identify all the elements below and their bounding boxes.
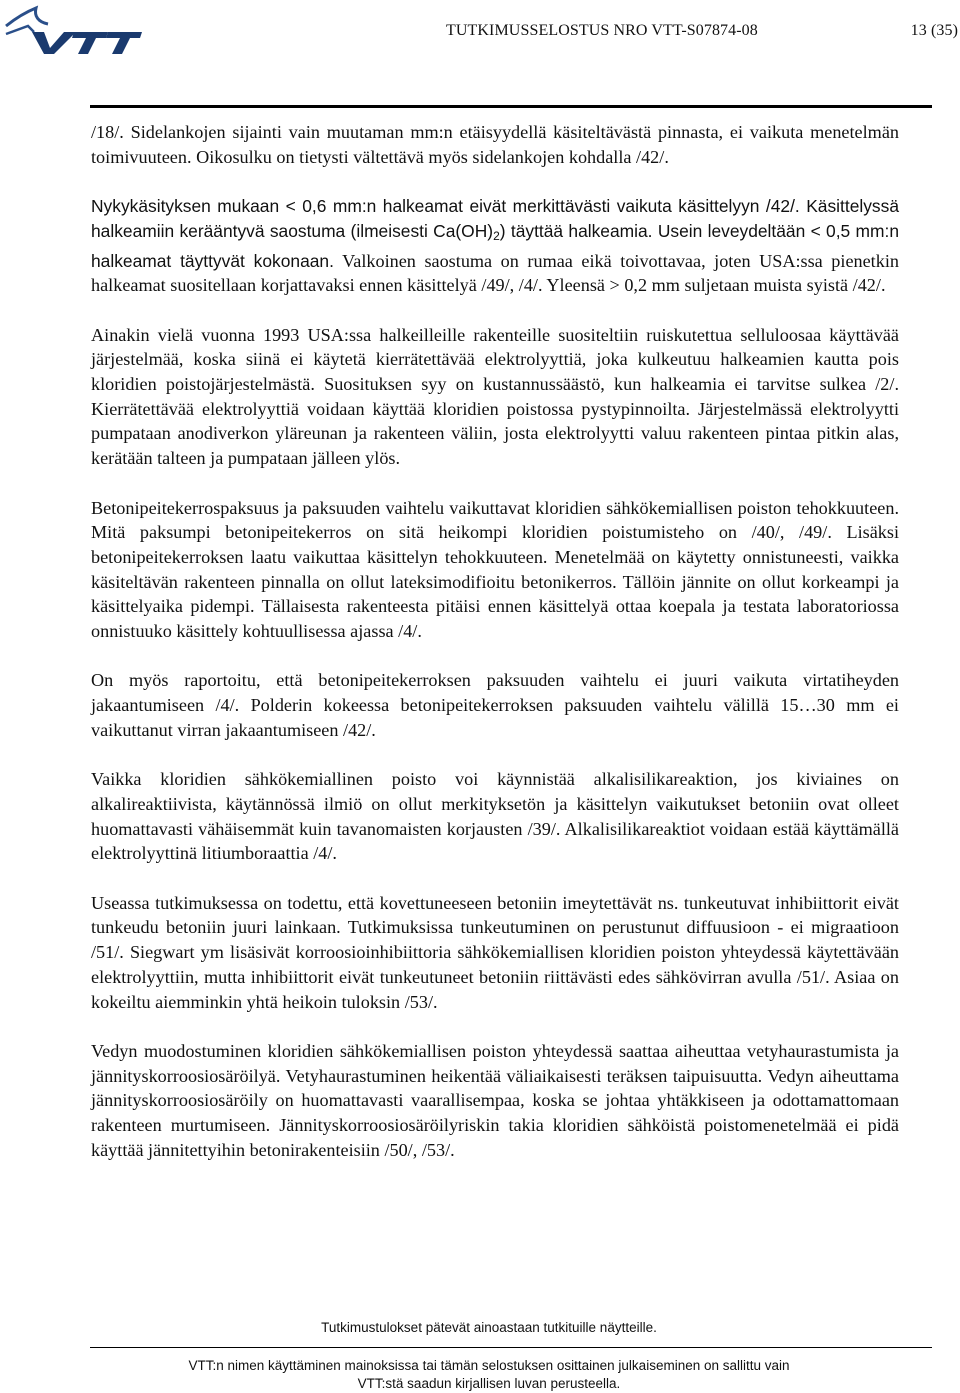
paragraph: /18/. Sidelankojen sijainti vain muutaman mm:n etäisyydellä käsiteltävästä pinnasta, ei vaikuta menetelmän toimivuuteen. Oikosulku on tietysti vältettävä myös sidelankojen kohdalla /42/. — [91, 122, 899, 167]
logo-text: VTT — [4, 4, 6, 5]
paragraph: Vedyn muodostuminen kloridien sähkökemiallisen poiston yhteydessä saattaa aiheuttaa vetyhaurastumista ja jännityskorroosiosäröilyä. Vetyhaurastuminen heikentää väliaikaisesti teräksen taipuisuutta. Vedyn aiheuttama jännityskorroosiosäröily on huomattavasti vaarallisempaa, koska se johtaa yhtäkkiseen ja odottamattomaan rakenteen murtumiseen. Jännityskorroosiosäröilyriskin takia kloridien sähköistä poistomenetelmää ei pidä käyttää jännitettyihin betonirakenteisiin /50/, /53/. — [91, 1040, 899, 1160]
paragraph-sans-part: Nykykäsityksen mukaan < 0,6 mm:n halkeamat eivät merkittävästi vaikuta käsittelyyn /42/. Käsittelyssä halkeamiin kerääntyvä saostuma (ilmeisesti Ca(OH) — [91, 196, 899, 241]
paragraph — [91, 194, 899, 298]
subscript-2: 2 — [493, 228, 500, 243]
paragraph: On myös raportoitu, että betonipeitekerroksen paksuuden vaihtelu ei juuri vaikuta virtatiheyden jakaantumiseen /4/. Polderin kokeessa betonipeitekerroksen paksuuden vaihtelu välillä 15…30 mm ei vaikuttanut virran jakaantumiseen /42/. — [91, 670, 899, 740]
validity-note: Tutkimustulokset pätevät ainoastaan tutkituille näytteille. — [321, 1320, 657, 1335]
document-body — [91, 120, 899, 1187]
header-divider — [90, 105, 932, 108]
footer-line: VTT:stä saadun kirjallisen luvan perusteella. — [357, 1376, 621, 1391]
footer-divider — [90, 1347, 932, 1348]
paragraph: Useassa tutkimuksessa on todettu, että kovettuneeseen betoniin imeytettävät ns. tunkeutuvat inhibiittorit eivät tunkeudu betoniin juuri lainkaan. Tutkimuksissa tunkeutuminen on perustunut diffuusioon - ei migraatioon /51/. Siegwart ym lisäsivät korroosioinhibiittoria sähkökemiallisen kloridien poiston yhteydessä käytettävään elektrolyyttiin, mutta inhibiittorit eivät tunkeutuneet betoniin riittävästi edes sähkövirran avulla /51/. Asiaa on kokeiltu aiemminkin yhtä heikoin tuloksin /53/. — [91, 892, 899, 1012]
footer — [0, 1357, 960, 1393]
paragraph-serif-part: Valkoinen saostuma on rumaa eikä toivottavaa, joten USA:ssa pienetkin halkeamat suositellaan korjattavaksi ennen käsittelyä /49/, /4/. Yleensä > 0,2 mm suljetaan muista syistä /42/. — [91, 250, 899, 296]
paragraph: Betonipeitekerrospaksuus ja paksuuden vaihtelu vaikuttavat kloridien sähkökemiallisen poiston tehokkuuteen. Mitä paksumpi betonipeitekerros on sitä heikompi kloridien poistumisteho on /40/, /49/. Lisäksi betonipeitekerroksen laatu vaikuttaa käsittelyn tehokkuuteen. Menetelmää on käytetty onnistuneesti, vaikka käsiteltävän rakenteen pinnalla on ollut lateksimodifioitu betonikerros. Tällöin jännite on ollut korkeampi ja käsittelyaika pidempi. Tällaisesta rakenteesta pitäisi ennen käsittelyä ottaa koepala ja testata laboratoriossa onnistuuko käsittely kohtuullisessa ajassa /4/. — [91, 497, 899, 642]
paragraph: Vaikka kloridien sähkökemiallinen poisto voi käynnistää alkalisilikareaktion, jos kiviaines on alkalireaktiivista, käytännössä ilmiö on ollut merkityksetön ja käsittelyn vaikutukset betoniin ovat olleet huomattavasti vähäisemmät kuin tavanomaisten korjausten /39/. Alkalisilikareaktiot voidaan estää käyttämällä elektrolyyttinä litiumboraattia /4/. — [91, 769, 899, 864]
footer-line: VTT:n nimen käyttäminen mainoksissa tai tämän selostuksen osittainen julkaiseminen on sallittu vain — [188, 1358, 790, 1373]
paragraph: Ainakin vielä vuonna 1993 USA:ssa halkeilleille rakenteille suositeltiin ruiskutettua selluloosaa käyttävää järjestelmää, koska siinä ei käytetä kierrätettävää elektrolyyttiä, joka kulkeutuu halkeamien kautta pois kloridien poistojärjestelmästä. Suosituksen syy on kustannussäästö, kun halkeamia ei tarvitse sulkea /2/. Kierrätettävää elektrolyyttiä voidaan käyttää kloridien poistossa pystypinnoilta. Järjestelmässä elektrolyytti pumpataan anodiverkon yläreunan ja rakenteen väliin, josta elektrolyytti valuu rakenteen pintaa pitkin alas, kerätään talteen ja pumpataan jälleen ylös. — [91, 324, 899, 469]
vtt-logo — [4, 4, 144, 56]
report-header — [446, 22, 960, 40]
report-title: TUTKIMUSSELOSTUS NRO VTT-S07874-08 — [446, 22, 758, 39]
page-number: 13 (35) — [910, 22, 958, 39]
paragraph-sans-part: ) täyttää halkeamia. Usein leveydeltään < 0,5 mm:n halkeamat täyttyvät kokonaan. — [91, 220, 900, 271]
